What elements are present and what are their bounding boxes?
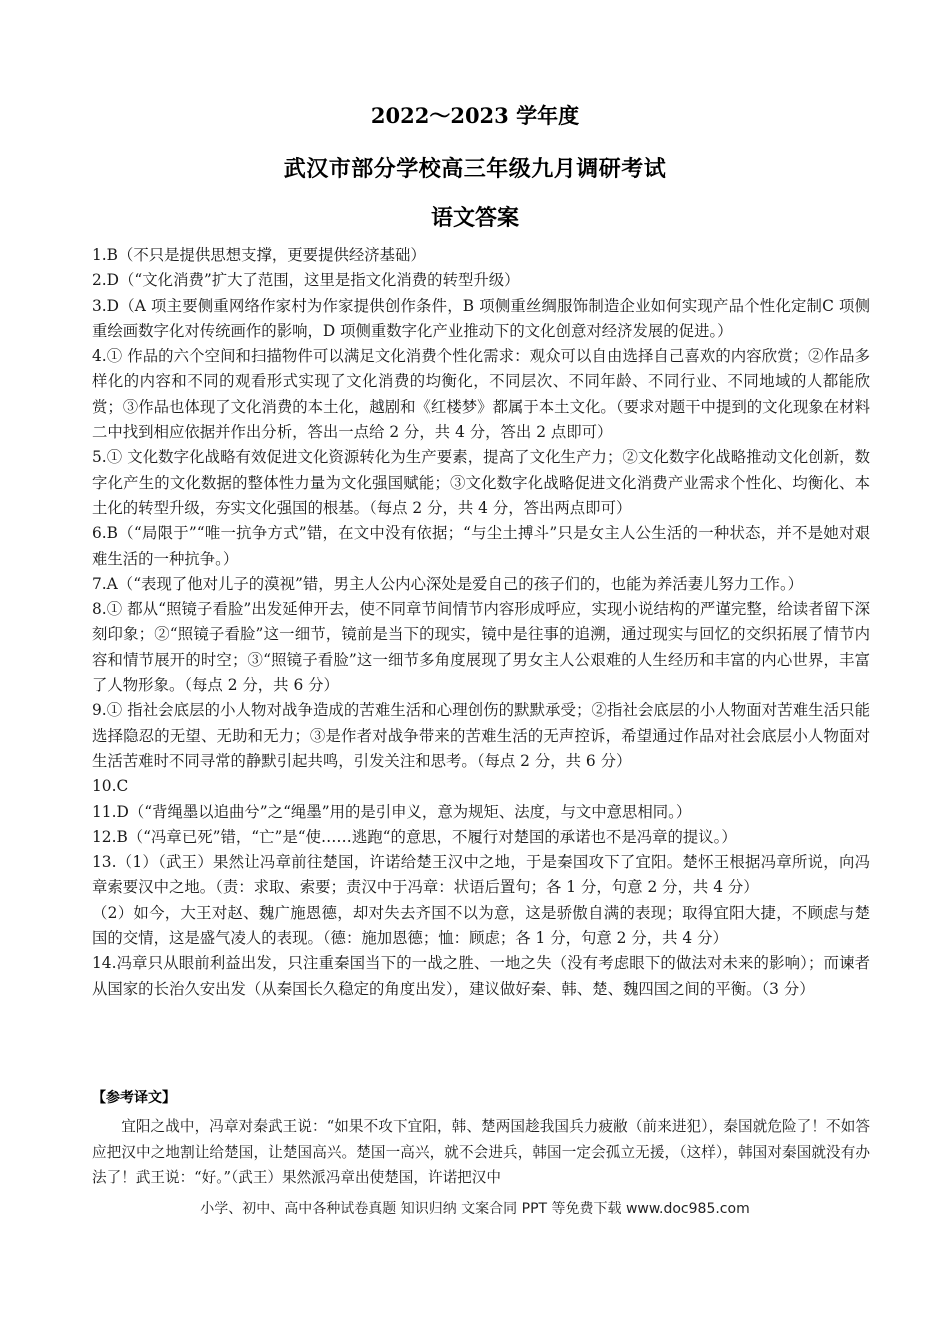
answer-list [92, 243, 870, 1002]
answer-item: 11.D（“背绳墨以追曲兮”之“绳墨”用的是引申义，意为规矩、法度，与文中意思相同。） [92, 802, 692, 821]
reference-translation-heading: 【参考译文】 [92, 1090, 176, 1106]
answer-item: 10.C [92, 777, 129, 796]
answer-item: 8.① 都从“照镜子看脸”出发延伸开去，使不同章节间情节内容形成呼应，实现小说结构的严谨完整，给读者留下深刻印象；②“照镜子看脸”这一细节，镜前是当下的现实，镜中是往事的追溯，通过现实与回忆的交织拓展了情节内容和情节展开的时空；③“照镜子看脸”这一细节多角度展现了男女主人公艰难的人生经历和丰富的内心世界，丰富了人物形象。（每点 2 分，共 6 分） [92, 600, 870, 695]
answer-item: 2.D（“文化消费”扩大了范围，这里是指文化消费的转型升级） [92, 271, 520, 290]
answer-item: 3.D（A 项主要侧重网络作家村为作家提供创作条件，B 项侧重丝绸服饰制造企业如何实现产品个性化定制C 项侧重绘画数字化对传统画作的影响，D 项侧重数字化产业推动下的文化创意对经济发展的促进。） [92, 296, 870, 340]
answer-item: 5.① 文化数字化战略有效促进文化资源转化为生产要素，提高了文化生产力；②文化数字化战略推动文化创新，数字化产生的文化数据的整体性力量为文化强国赋能；③文化数字化战略促进文化消费产业需求个性化、均衡化、本土化的转型升级，夯实文化强国的根基。（每点 2 分，共 4 分，答出两点即可） [92, 448, 870, 517]
answer-item: 14.冯章只从眼前利益出发，只注重秦国当下的一战之胜、一地之失（没有考虑眼下的做法对未来的影响）；而谏者从国家的长治久安出发（从秦国长久稳定的角度出发），建议做好秦、韩、楚、魏四国之间的平衡。（3 分） [92, 954, 870, 998]
exam-title: 武汉市部分学校高三年级九月调研考试 [283, 156, 667, 182]
answer-item: （2）如今，大王对赵、魏广施恩德，却对失去齐国不以为意，这是骄傲自满的表现；取得宜阳大捷，不顾虑与楚国的交情，这是盛气凌人的表现。（德：施加恩德；恤：顾虑；各 1 分，句意 2 分，共 4 分） [92, 903, 870, 948]
reference-translation-body: 宜阳之战中，冯章对秦武王说：“如果不攻下宜阳，韩、楚两国趁我国兵力疲敝（前来进犯），秦国就危险了！不如答应把汉中之地割让给楚国，让楚国高兴。楚国一高兴，就不会进兵，韩国一定会孤立无援，（这样），韩国对秦国就没有办法了！武王说：“好。”（武王）果然派冯章出使楚国，许诺把汉中 [92, 1118, 870, 1186]
academic-year: 2022～2023 学年度 [370, 103, 580, 128]
answer-item: 1.B（不只是提供思想支撑，更要提供经济基础） [92, 246, 426, 264]
answer-item: 4.① 作品的六个空间和扫描物件可以满足文化消费个性化需求：观众可以自由选择自己喜欢的内容欣赏；②作品多样化的内容和不同的观看形式实现了文化消费的均衡化，不同层次、不同年龄、不同行业、不同地域的人都能欣赏；③作品也体现了文化消费的本土化，越剧和《红楼梦》都属于本土文化。（要求对题干中提到的文化现象在材料二中找到相应依据并作出分析，答出一点给 2 分，共 4 分，答出 2 点即可） [92, 347, 870, 442]
answer-item: 12.B（“冯章已死”错，“亡”是“使……逃跑“的意思，不履行对楚国的承诺也不是冯章的提议。） [92, 827, 737, 846]
document-header [0, 100, 950, 234]
footer-note: 小学、初中、高中各种试卷真题 知识归纳 文案合同 PPT 等免费下载 www.doc985.com [200, 1201, 750, 1217]
answer-item: 13.（1）（武王）果然让冯章前往楚国，许诺给楚王汉中之地，于是秦国攻下了宜阳。楚怀王根据冯章所说，向冯章索要汉中之地。（责：求取、索要；责汉中于冯章：状语后置句；各 1 分，句意 2 分，共 4 分） [92, 853, 870, 897]
answer-item: 7.A（“表现了他对儿子的漠视”错，男主人公内心深处是爱自己的孩子们的，也能为养活妻儿努力工作。） [92, 574, 804, 593]
answer-item: 6.B（“局限于”“唯一抗争方式”错，在文中没有依据；“与尘土搏斗”只是女主人公生活的一种状态，并不是她对艰难生活的一种抗争。） [92, 524, 870, 568]
subject-title: 语文答案 [430, 205, 519, 231]
answer-item: 9.① 指社会底层的小人物对战争造成的苦难生活和心理创伤的默默承受；②指社会底层的小人物面对苦难生活只能选择隐忍的无望、无助和无力；③是作者对战争带来的苦难生活的无声控诉，希望通过作品对社会底层小人物面对生活苦难时不同寻常的静默引起共鸣，引发关注和思考。（每点 2 分，共 6 分） [92, 701, 870, 770]
